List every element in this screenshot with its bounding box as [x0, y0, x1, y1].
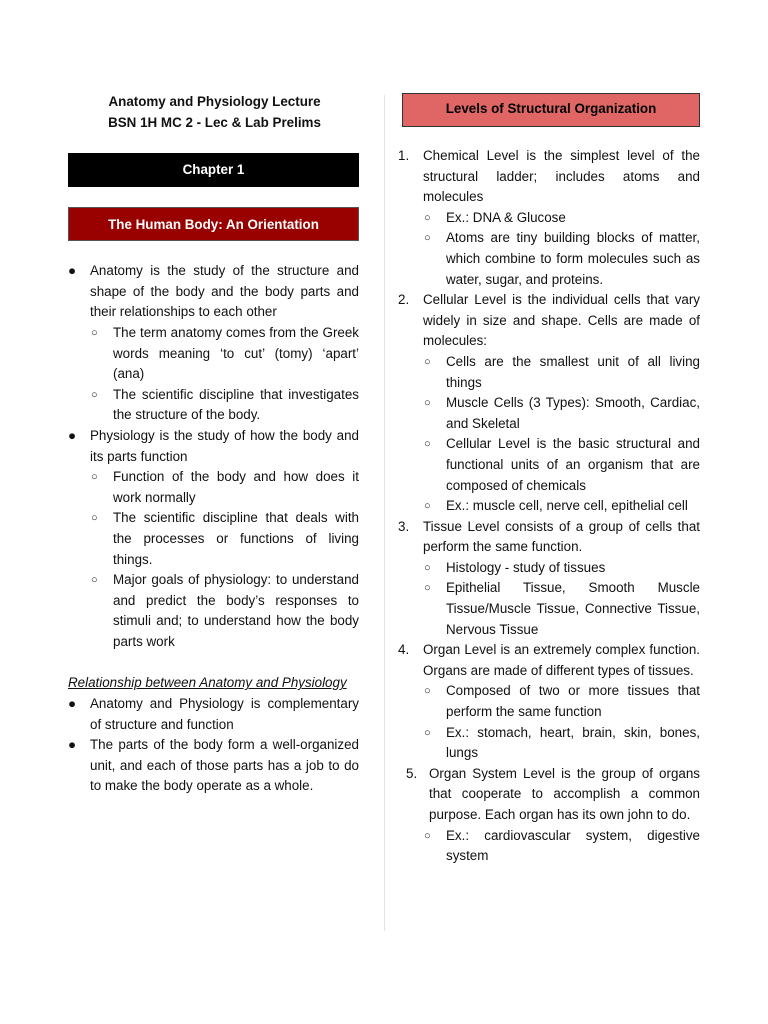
list-item — [68, 694, 359, 735]
relationship-heading: Relationship between Anatomy and Physiology — [68, 675, 347, 691]
sub-list-item — [68, 467, 359, 508]
sub-list-item-text: Ex.: muscle cell, nerve cell, epithelial cell — [446, 498, 688, 514]
column-divider — [384, 95, 385, 931]
sub-list-item-text: The term anatomy comes from the Greek words meaning ‘to cut’ (tomy) ‘apart’ (ana) — [113, 324, 359, 382]
sub-list-item — [398, 208, 700, 229]
list-item-text: Anatomy and Physiology is complementary of structure and function — [90, 696, 359, 732]
level-number: 3. — [398, 518, 410, 534]
bullet-marker: ● — [68, 696, 77, 712]
title-line-1: Anatomy and Physiology Lecture — [108, 94, 321, 109]
sub-bullet-marker: ○ — [91, 471, 98, 484]
sub-list-item — [398, 578, 700, 640]
sub-bullet-marker: ○ — [91, 388, 98, 401]
sub-bullet-marker: ○ — [91, 326, 98, 339]
level-text: Organ Level is an extremely complex function. Organs are made of different types of tissues. — [423, 642, 700, 678]
bullet-marker: ● — [68, 737, 77, 753]
sub-list-item — [68, 508, 359, 570]
anatomy-physiology-list — [68, 261, 359, 652]
list-item — [68, 735, 359, 797]
sub-list-item-text: Cellular Level is the basic structural and functional units of an organism that are composed of chemicals — [446, 436, 700, 493]
sub-list-item-text: Atoms are tiny building blocks of matter, which combine to form molecules such as water, sugar, and proteins. — [446, 230, 700, 287]
sub-list-item-text: Ex.: stomach, heart, brain, skin, bones, lungs — [446, 724, 700, 761]
sub-list-item — [398, 723, 700, 764]
sub-list-item — [398, 558, 700, 579]
sub-list-item-text: Histology - study of tissues — [446, 559, 606, 575]
sub-bullet-marker: ○ — [424, 500, 431, 513]
bullet-marker: ● — [68, 263, 77, 279]
sub-list-item — [68, 323, 359, 385]
sub-list-item-text: The scientific discipline that deals with the processes or functions of living things. — [113, 510, 359, 567]
level-number: 1. — [398, 148, 410, 163]
sub-list-item — [398, 434, 700, 496]
sub-bullet-marker: ○ — [424, 685, 431, 698]
level-item — [398, 640, 700, 681]
sub-list-item-text: Major goals of physiology: to understand and predict the body’s responses to stimuli and; to understand how the body parts work — [113, 572, 359, 649]
sub-list-item-text: Function of the body and how does it work normally — [113, 469, 359, 505]
sub-list-item — [398, 352, 700, 393]
sub-list-item-text: Ex.: cardiovascular system, digestive system — [446, 827, 700, 864]
sub-bullet-marker: ○ — [424, 438, 431, 451]
level-item — [398, 517, 700, 558]
sub-list-item — [398, 681, 700, 722]
level-text: Cellular Level is the individual cells that vary widely in size and shape. Cells are made of molecules: — [423, 292, 700, 349]
relationship-list — [68, 694, 359, 797]
sub-bullet-marker: ○ — [424, 397, 431, 410]
orientation-heading-bar: The Human Body: An Orientation — [68, 207, 359, 241]
sub-bullet-marker: ○ — [424, 561, 431, 574]
sub-list-item-text: Cells are the smallest unit of all living things — [446, 353, 700, 390]
levels-list — [398, 146, 700, 867]
sub-list-item-text: Ex.: DNA & Glucose — [446, 209, 566, 225]
list-item — [68, 426, 359, 467]
sub-bullet-marker: ○ — [424, 829, 431, 842]
sub-bullet-marker: ○ — [91, 512, 98, 525]
level-text: Organ System Level is the group of organs that cooperate to accomplish a common purpose. Each organ has its own john to do. — [429, 765, 700, 822]
level-text: Chemical Level is the simplest level of the structural ladder; includes atoms and molecules — [423, 148, 700, 205]
sub-list-item — [68, 570, 359, 652]
level-number: 4. — [398, 642, 410, 658]
sub-list-item — [398, 826, 700, 867]
list-item-text: Physiology is the study of how the body and its parts function — [90, 427, 359, 464]
sub-list-item-text: Muscle Cells (3 Types): Smooth, Cardiac, and Skeletal — [446, 395, 700, 431]
level-number: 2. — [398, 292, 410, 308]
sub-list-item — [68, 385, 359, 426]
level-item — [398, 290, 700, 352]
level-text: Tissue Level consists of a group of cells that perform the same function. — [423, 518, 700, 555]
sub-list-item — [398, 393, 700, 434]
sub-bullet-marker: ○ — [91, 574, 98, 587]
sub-bullet-marker: ○ — [424, 355, 431, 368]
sub-bullet-marker: ○ — [424, 582, 431, 595]
sub-bullet-marker: ○ — [424, 726, 431, 739]
level-item — [398, 764, 700, 826]
list-item-text: The parts of the body form a well-organized unit, and each of those parts has a job to do to make the body operate as a whole. — [90, 737, 359, 794]
level-number: 5. — [406, 765, 418, 781]
sub-list-item-text: Composed of two or more tissues that perform the same function — [446, 683, 700, 720]
levels-heading-bar: Levels of Structural Organization — [402, 93, 700, 127]
left-column — [68, 92, 359, 797]
sub-list-item-text: Epithelial Tissue, Smooth Muscle Tissue/Muscle Tissue, Connective Tissue, Nervous Tissue — [446, 580, 700, 637]
chapter-heading-bar: Chapter 1 — [68, 153, 359, 187]
list-item — [68, 261, 359, 323]
right-column — [398, 92, 700, 867]
document-title — [70, 92, 359, 133]
sub-list-item — [398, 228, 700, 290]
title-line-2: BSN 1H MC 2 - Lec & Lab Prelims — [108, 114, 321, 130]
sub-list-item-text: The scientific discipline that investigates the structure of the body. — [113, 386, 359, 423]
sub-bullet-marker: ○ — [424, 232, 431, 245]
bullet-marker: ● — [68, 427, 77, 443]
sub-list-item — [398, 496, 700, 517]
sub-bullet-marker: ○ — [424, 211, 431, 224]
level-item — [398, 146, 700, 208]
list-item-text: Anatomy is the study of the structure and shape of the body and the body parts and their relationships to each other — [90, 263, 359, 320]
